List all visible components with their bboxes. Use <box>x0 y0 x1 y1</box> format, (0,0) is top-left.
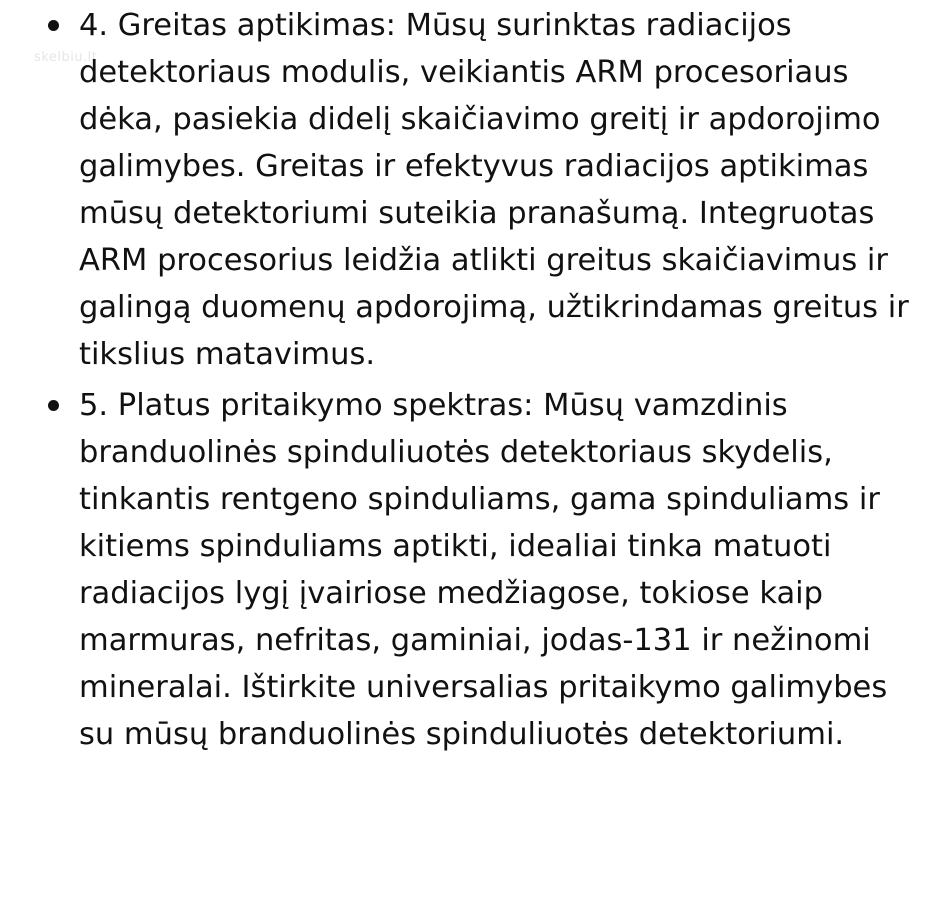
list-item-text: 5. Platus pritaikymo spektras: Mūsų vamzdinis branduolinės spinduliuotės detektoriaus skydelis, tinkantis rentgeno spinduliams, gama spinduliams ir kitiems spinduliams aptikti, idealiai tinka matuoti radiacijos lygį įvairiose medžiagose, tokiose kaip marmuras, nefritas, gaminiai, jodas-131 ir nežinomi mineralai. Ištirkite universalias pritaikymo galimybes su mūsų branduolinės spinduliuotės detektoriumi. <box>79 388 888 752</box>
bullet-icon <box>48 400 59 411</box>
list-item-wide-application <box>0 382 938 758</box>
list-item-fast-detection <box>0 0 938 378</box>
watermark: skelbiu.lt <box>34 50 98 65</box>
list-item-text: 4. Greitas aptikimas: Mūsų surinktas radiacijos detektoriaus modulis, veikiantis ARM procesoriaus dėka, pasiekia didelį skaičiavimo greitį ir apdorojimo galimybes. Greitas ir efektyvus radiacijos aptikimas mūsų detektoriumi suteikia pranašumą. Integruotas ARM procesorius leidžia atlikti greitus skaičiavimus ir galingą duomenų apdorojimą, užtikrindamas greitus ir tikslius matavimus. <box>79 8 909 372</box>
bullet-icon <box>48 20 59 31</box>
